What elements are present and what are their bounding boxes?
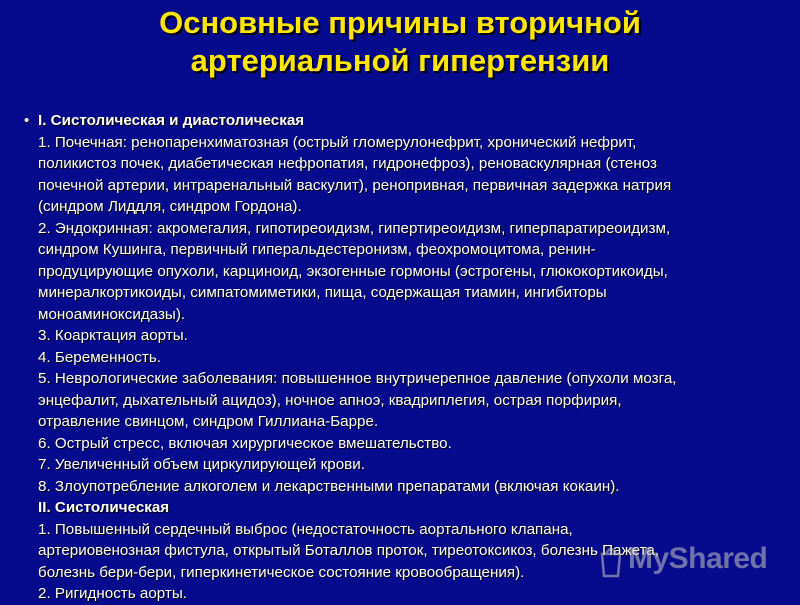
body-lines [38,110,794,605]
bullet-marker: • [24,112,30,129]
body-line: 4. Беременность. [38,348,161,366]
body-line: 2. Эндокринная: акромегалия, гипотиреоидизм, гипертиреоидизм, гиперпаратиреоидизм, [38,219,671,237]
body-line: 8. Злоупотребление алкоголем и лекарственными препаратами (включая кокаин). [38,477,620,495]
body-line: моноаминоксидазы). [38,305,186,323]
section-heading: II. Систолическая [38,499,170,516]
slide-title [0,4,800,80]
body-line: 1. Почечная: ренопаренхиматозная (острый гломерулонефрит, хронический нефрит, [38,133,637,151]
body-line: почечной артерии, интраренальный васкулит), ренопривная, первичная задержка натрия [38,176,672,194]
body-line: 1. Повышенный сердечный выброс (недостаточность аортального клапана, [38,520,573,538]
body-line: поликистоз почек, диабетическая нефропатия, гидронефроз), реноваскулярная (стеноз [38,155,657,172]
body-line: (синдром Лиддля, синдром Гордона). [38,198,302,215]
body-line: отравление свинцом, синдром Гиллиана-Барре. [38,413,379,430]
slide-title-line-2: артериальной гипертензии [190,43,610,78]
slide-title-line-1: Основные причины вторичной [159,5,641,40]
slide-body [24,110,794,605]
body-line: 6. Острый стресс, включая хирургическое вмешательство. [38,434,452,452]
section-heading: I. Систолическая и диастолическая [38,112,305,129]
body-line: синдром Кушинга, первичный гиперальдестеронизм, феохромоцитома, ренин- [38,241,596,258]
body-line: 3. Коарктация аорты. [38,327,188,344]
body-line: болезнь бери-бери, гиперкинетическое состояние кровообращения). [38,563,525,581]
watermark-text: MyShared [628,542,768,575]
body-line: продуцирующие опухоли, карциноид, экзогенные гормоны (эстрогены, глюкокортикоиды, [38,262,668,280]
body-line: энцефалит, дыхательный ацидоз), ночное апноэ, квадриплегия, острая порфирия, [38,391,622,409]
body-line: 2. Ригидность аорты. [38,585,187,602]
body-line: 5. Неврологические заболевания: повышенное внутричерепное давление (опухоли мозга, [38,370,677,387]
myshared-logo-icon [596,542,626,582]
body-line: 7. Увеличенный объем циркулирующей крови. [38,456,365,473]
body-line: артериовенозная фистула, открытый Боталлов проток, тиреотоксикоз, болезнь Пажета, [38,542,660,559]
myshared-watermark [596,542,796,582]
body-line: минералкортикоиды, симпатомиметики, пища, содержащая тиамин, ингибиторы [38,284,607,301]
